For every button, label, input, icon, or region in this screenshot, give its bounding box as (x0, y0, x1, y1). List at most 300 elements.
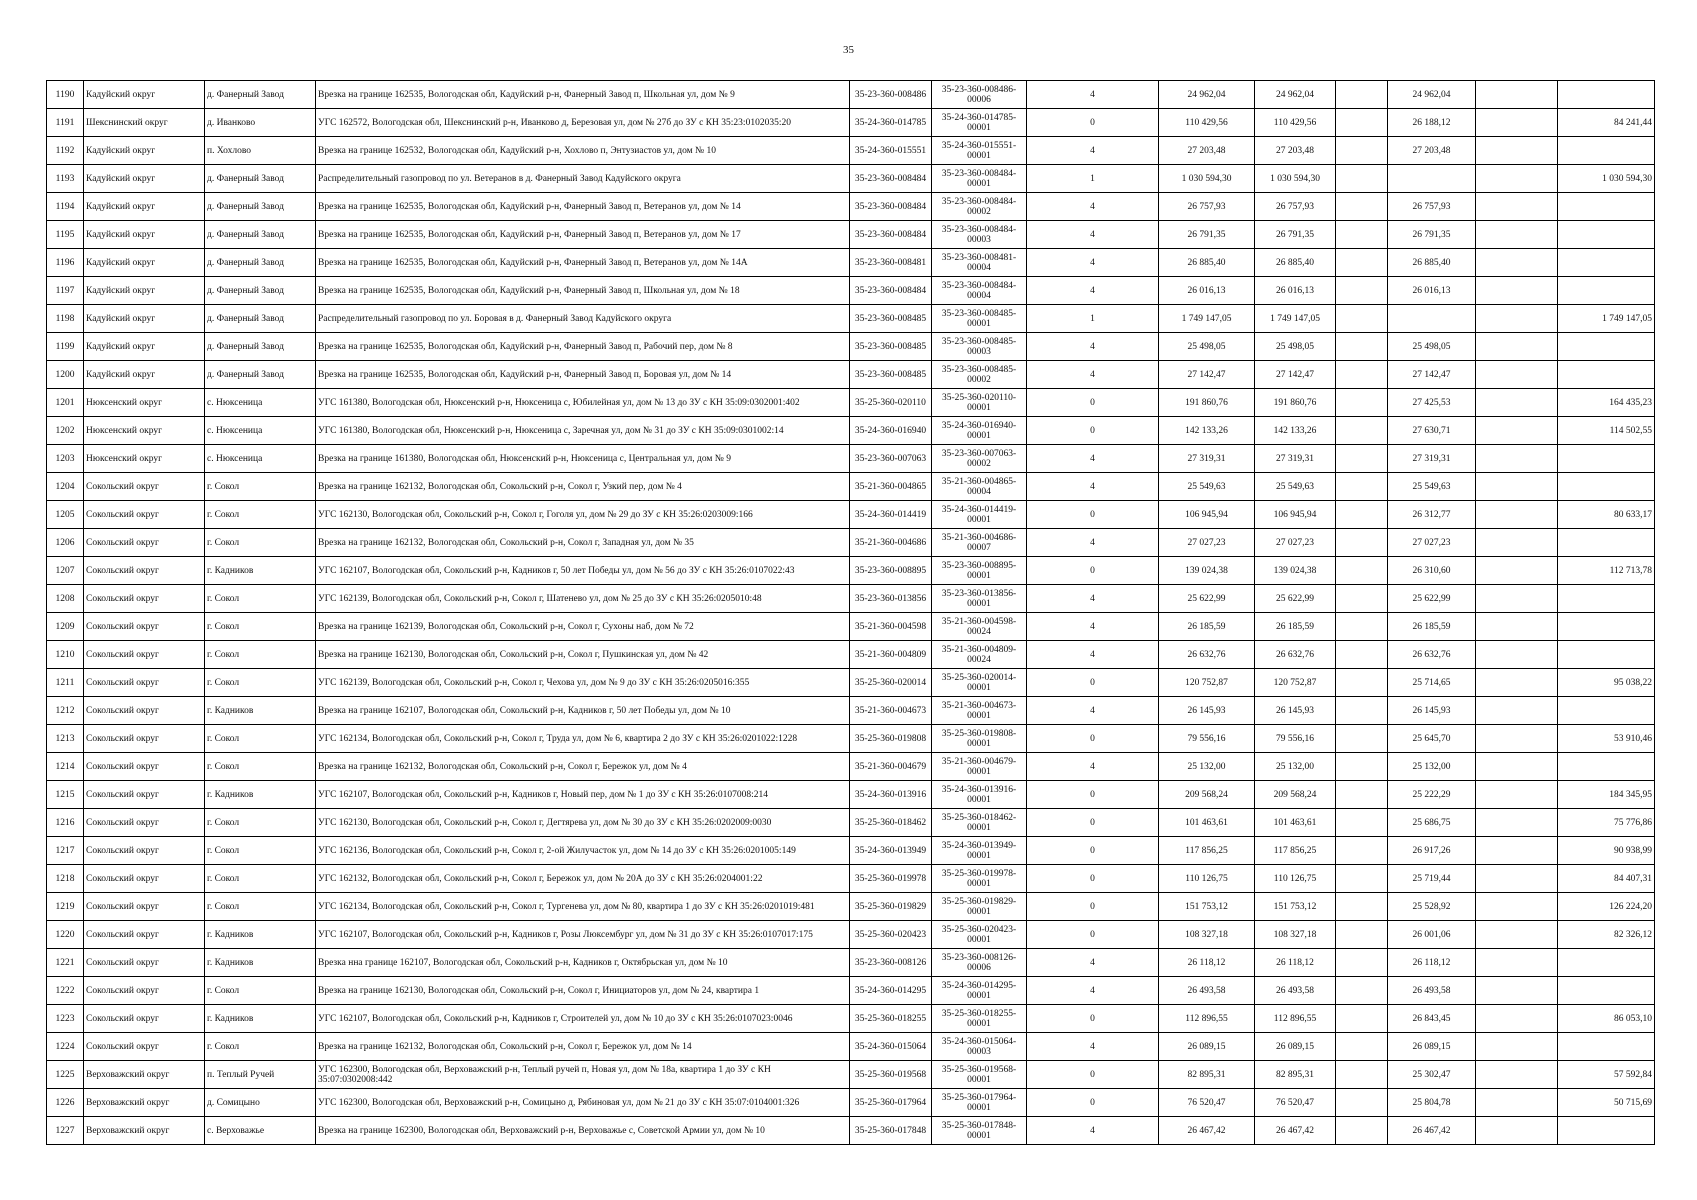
row-number: 1202 (47, 417, 84, 445)
connection-cost: 26 757,93 (1388, 193, 1476, 221)
remaining-cost (1558, 473, 1655, 501)
table-row (47, 669, 1655, 697)
cadastral-quarter: 35-24-360-015551 (850, 137, 932, 165)
total-cost-2: 26 016,13 (1255, 277, 1336, 305)
total-cost-2: 209 568,24 (1255, 781, 1336, 809)
empty-col-2 (1476, 753, 1558, 781)
empty-col (1336, 109, 1388, 137)
table-row (47, 1117, 1655, 1145)
object-code: 35-25-360-018462-00001 (932, 809, 1027, 837)
row-number: 1207 (47, 557, 84, 585)
connection-cost: 25 714,65 (1388, 669, 1476, 697)
settlement: г. Сокол (205, 977, 316, 1005)
remaining-cost (1558, 221, 1655, 249)
object-description: Распределительный газопровод по ул. Боровая в д. Фанерный Завод Кадуйского округа (316, 305, 850, 333)
object-description: Врезка на границе 162132, Вологодская обл, Сокольский р-н, Сокол г, Западная ул, дом № 35 (316, 529, 850, 557)
cadastral-quarter: 35-25-360-018462 (850, 809, 932, 837)
category: 4 (1027, 977, 1159, 1005)
total-cost-2: 110 429,56 (1255, 109, 1336, 137)
settlement: д. Фанерный Завод (205, 81, 316, 109)
table-row (47, 697, 1655, 725)
row-number: 1214 (47, 753, 84, 781)
category: 0 (1027, 557, 1159, 585)
remaining-cost (1558, 193, 1655, 221)
district: Сокольский округ (84, 1005, 205, 1033)
total-cost: 101 463,61 (1159, 809, 1255, 837)
object-code: 35-23-360-008485-00001 (932, 305, 1027, 333)
total-cost-2: 120 752,87 (1255, 669, 1336, 697)
object-code: 35-21-360-004686-00007 (932, 529, 1027, 557)
total-cost-2: 139 024,38 (1255, 557, 1336, 585)
district: Сокольский округ (84, 753, 205, 781)
row-number: 1197 (47, 277, 84, 305)
object-code: 35-23-360-008481-00004 (932, 249, 1027, 277)
empty-col (1336, 725, 1388, 753)
table-row (47, 221, 1655, 249)
cadastral-quarter: 35-23-360-008484 (850, 221, 932, 249)
remaining-cost: 82 326,12 (1558, 921, 1655, 949)
total-cost: 76 520,47 (1159, 1089, 1255, 1117)
object-code: 35-23-360-008484-00002 (932, 193, 1027, 221)
row-number: 1226 (47, 1089, 84, 1117)
remaining-cost (1558, 249, 1655, 277)
object-code: 35-23-360-008486-00006 (932, 81, 1027, 109)
connection-cost: 25 302,47 (1388, 1061, 1476, 1089)
connection-cost: 26 001,06 (1388, 921, 1476, 949)
object-description: УГС 162134, Вологодская обл, Сокольский р-н, Сокол г, Труда ул, дом № 6, квартира 2 до ЗУ с КН 35:26:0201022:1228 (316, 725, 850, 753)
empty-col-2 (1476, 417, 1558, 445)
empty-col-2 (1476, 501, 1558, 529)
empty-col-2 (1476, 921, 1558, 949)
empty-col (1336, 81, 1388, 109)
empty-col (1336, 501, 1388, 529)
category: 4 (1027, 193, 1159, 221)
object-description: Врезка на границе 162535, Вологодская обл, Кадуйский р-н, Фанерный Завод п, Ветеранов ул, дом № 14 (316, 193, 850, 221)
remaining-cost: 95 038,22 (1558, 669, 1655, 697)
category: 4 (1027, 473, 1159, 501)
category: 4 (1027, 529, 1159, 557)
settlement: д. Фанерный Завод (205, 333, 316, 361)
category: 4 (1027, 753, 1159, 781)
table-row (47, 1005, 1655, 1033)
remaining-cost (1558, 613, 1655, 641)
category: 0 (1027, 921, 1159, 949)
object-code: 35-24-360-014295-00001 (932, 977, 1027, 1005)
remaining-cost (1558, 1117, 1655, 1145)
total-cost-2: 26 185,59 (1255, 613, 1336, 641)
category: 0 (1027, 893, 1159, 921)
district: Сокольский округ (84, 669, 205, 697)
table-row (47, 893, 1655, 921)
total-cost: 106 945,94 (1159, 501, 1255, 529)
total-cost: 142 133,26 (1159, 417, 1255, 445)
empty-col-2 (1476, 81, 1558, 109)
total-cost: 26 632,76 (1159, 641, 1255, 669)
cadastral-quarter: 35-25-360-018255 (850, 1005, 932, 1033)
district: Сокольский округ (84, 613, 205, 641)
total-cost: 25 132,00 (1159, 753, 1255, 781)
cadastral-quarter: 35-24-360-013916 (850, 781, 932, 809)
object-description: УГС 162572, Вологодская обл, Шекснинский р-н, Иванково д, Березовая ул, дом № 27б до ЗУ с КН 35:23:0102035:20 (316, 109, 850, 137)
settlement: г. Сокол (205, 809, 316, 837)
settlement: д. Фанерный Завод (205, 305, 316, 333)
connection-cost (1388, 305, 1476, 333)
total-cost-2: 151 753,12 (1255, 893, 1336, 921)
empty-col-2 (1476, 361, 1558, 389)
table-row (47, 81, 1655, 109)
empty-col (1336, 865, 1388, 893)
total-cost-2: 76 520,47 (1255, 1089, 1336, 1117)
cadastral-quarter: 35-25-360-019829 (850, 893, 932, 921)
category: 0 (1027, 1005, 1159, 1033)
settlement: с. Верховажье (205, 1117, 316, 1145)
object-description: Врезка на границе 162132, Вологодская обл, Сокольский р-н, Сокол г, Бережок ул, дом № 4 (316, 753, 850, 781)
object-description: Врезка на границе 162132, Вологодская обл, Сокольский р-н, Сокол г, Бережок ул, дом № 14 (316, 1033, 850, 1061)
connection-cost: 26 312,77 (1388, 501, 1476, 529)
empty-col (1336, 389, 1388, 417)
settlement: г. Сокол (205, 529, 316, 557)
empty-col (1336, 361, 1388, 389)
remaining-cost: 80 633,17 (1558, 501, 1655, 529)
category: 4 (1027, 81, 1159, 109)
empty-col-2 (1476, 977, 1558, 1005)
district: Нюксенский округ (84, 445, 205, 473)
object-code: 35-25-360-019808-00001 (932, 725, 1027, 753)
category: 4 (1027, 249, 1159, 277)
total-cost: 117 856,25 (1159, 837, 1255, 865)
cadastral-quarter: 35-23-360-008485 (850, 333, 932, 361)
table-row (47, 417, 1655, 445)
table-row (47, 949, 1655, 977)
connection-cost: 25 549,63 (1388, 473, 1476, 501)
category: 4 (1027, 641, 1159, 669)
district: Сокольский округ (84, 865, 205, 893)
object-code: 35-24-360-014419-00001 (932, 501, 1027, 529)
empty-col-2 (1476, 249, 1558, 277)
total-cost-2: 25 622,99 (1255, 585, 1336, 613)
empty-col (1336, 809, 1388, 837)
total-cost: 27 319,31 (1159, 445, 1255, 473)
object-description: УГС 162107, Вологодская обл, Сокольский р-н, Кадников г, Розы Люксембург ул, дом № 31 до ЗУ с КН 35:26:0107017:175 (316, 921, 850, 949)
total-cost: 25 498,05 (1159, 333, 1255, 361)
settlement: п. Теплый Ручей (205, 1061, 316, 1089)
empty-col (1336, 1033, 1388, 1061)
district: Сокольский округ (84, 837, 205, 865)
settlement: г. Кадников (205, 781, 316, 809)
connection-cost: 25 645,70 (1388, 725, 1476, 753)
empty-col (1336, 165, 1388, 193)
object-code: 35-25-360-020014-00001 (932, 669, 1027, 697)
object-description: Распределительный газопровод по ул. Ветеранов в д. Фанерный Завод Кадуйского округа (316, 165, 850, 193)
connection-cost (1388, 165, 1476, 193)
connection-cost: 25 528,92 (1388, 893, 1476, 921)
object-code: 35-21-360-004673-00001 (932, 697, 1027, 725)
total-cost: 27 142,47 (1159, 361, 1255, 389)
object-description: УГС 162107, Вологодская обл, Сокольский р-н, Кадников г, 50 лет Победы ул, дом № 56 до ЗУ с КН 35:26:0107022:43 (316, 557, 850, 585)
table-row (47, 977, 1655, 1005)
cadastral-quarter: 35-23-360-007063 (850, 445, 932, 473)
total-cost: 27 027,23 (1159, 529, 1255, 557)
district: Сокольский округ (84, 473, 205, 501)
settlement: г. Сокол (205, 1033, 316, 1061)
empty-col-2 (1476, 333, 1558, 361)
row-number: 1193 (47, 165, 84, 193)
district: Верховажский округ (84, 1089, 205, 1117)
cadastral-quarter: 35-23-360-008484 (850, 165, 932, 193)
district: Кадуйский округ (84, 305, 205, 333)
remaining-cost (1558, 81, 1655, 109)
row-number: 1199 (47, 333, 84, 361)
object-description: УГС 162107, Вологодская обл, Сокольский р-н, Кадников г, Строителей ул, дом № 10 до ЗУ с КН 35:26:0107023:0046 (316, 1005, 850, 1033)
object-code: 35-21-360-004679-00001 (932, 753, 1027, 781)
total-cost: 26 185,59 (1159, 613, 1255, 641)
table-row (47, 613, 1655, 641)
cadastral-quarter: 35-21-360-004679 (850, 753, 932, 781)
object-code: 35-23-360-008126-00006 (932, 949, 1027, 977)
settlement: г. Сокол (205, 613, 316, 641)
category: 1 (1027, 305, 1159, 333)
object-code: 35-25-360-017964-00001 (932, 1089, 1027, 1117)
empty-col (1336, 921, 1388, 949)
remaining-cost: 86 053,10 (1558, 1005, 1655, 1033)
settlement: п. Хохлово (205, 137, 316, 165)
empty-col (1336, 473, 1388, 501)
connection-cost: 25 804,78 (1388, 1089, 1476, 1117)
district: Сокольский округ (84, 529, 205, 557)
total-cost-2: 27 027,23 (1255, 529, 1336, 557)
category: 4 (1027, 445, 1159, 473)
remaining-cost: 1 030 594,30 (1558, 165, 1655, 193)
settlement: г. Кадников (205, 921, 316, 949)
row-number: 1210 (47, 641, 84, 669)
settlement: г. Сокол (205, 473, 316, 501)
remaining-cost: 1 749 147,05 (1558, 305, 1655, 333)
cadastral-quarter: 35-21-360-004673 (850, 697, 932, 725)
district: Верховажский округ (84, 1061, 205, 1089)
remaining-cost (1558, 949, 1655, 977)
district: Сокольский округ (84, 921, 205, 949)
cadastral-quarter: 35-24-360-014295 (850, 977, 932, 1005)
total-cost: 26 467,42 (1159, 1117, 1255, 1145)
empty-col-2 (1476, 473, 1558, 501)
object-description: Врезка на границе 162535, Вологодская обл, Кадуйский р-н, Фанерный Завод п, Боровая ул, дом № 14 (316, 361, 850, 389)
row-number: 1220 (47, 921, 84, 949)
table-row (47, 333, 1655, 361)
empty-col-2 (1476, 1117, 1558, 1145)
settlement: г. Кадников (205, 949, 316, 977)
cadastral-quarter: 35-24-360-013949 (850, 837, 932, 865)
total-cost-2: 26 089,15 (1255, 1033, 1336, 1061)
total-cost-2: 101 463,61 (1255, 809, 1336, 837)
settlement: г. Сокол (205, 893, 316, 921)
category: 0 (1027, 389, 1159, 417)
category: 0 (1027, 501, 1159, 529)
connection-cost: 26 145,93 (1388, 697, 1476, 725)
object-description: Врезка на границе 162132, Вологодская обл, Сокольский р-н, Сокол г, Узкий пер, дом № 4 (316, 473, 850, 501)
category: 4 (1027, 1033, 1159, 1061)
remaining-cost (1558, 641, 1655, 669)
empty-col (1336, 277, 1388, 305)
table-row (47, 781, 1655, 809)
table-row (47, 1089, 1655, 1117)
settlement: г. Сокол (205, 725, 316, 753)
row-number: 1204 (47, 473, 84, 501)
empty-col-2 (1476, 389, 1558, 417)
district: Верховажский округ (84, 1117, 205, 1145)
connection-cost: 26 118,12 (1388, 949, 1476, 977)
settlement: с. Нюксеница (205, 389, 316, 417)
category: 0 (1027, 1061, 1159, 1089)
empty-col (1336, 333, 1388, 361)
total-cost: 26 118,12 (1159, 949, 1255, 977)
table-row (47, 165, 1655, 193)
total-cost-2: 82 895,31 (1255, 1061, 1336, 1089)
object-code: 35-21-360-004598-00024 (932, 613, 1027, 641)
empty-col-2 (1476, 585, 1558, 613)
settlement: д. Фанерный Завод (205, 193, 316, 221)
total-cost-2: 27 319,31 (1255, 445, 1336, 473)
district: Сокольский округ (84, 781, 205, 809)
settlement: д. Иванково (205, 109, 316, 137)
total-cost-2: 110 126,75 (1255, 865, 1336, 893)
register-rows (47, 81, 1655, 1145)
object-description: УГС 162300, Вологодская обл, Верховажский р-н, Теплый ручей п, Новая ул, дом № 18а, квартира 1 до ЗУ с КН 35:07:0302008:442 (316, 1061, 850, 1089)
empty-col-2 (1476, 949, 1558, 977)
district: Кадуйский округ (84, 165, 205, 193)
object-description: Врезка на границе 162535, Вологодская обл, Кадуйский р-н, Фанерный Завод п, Рабочий пер, дом № 8 (316, 333, 850, 361)
object-code: 35-24-360-015551-00001 (932, 137, 1027, 165)
cadastral-quarter: 35-21-360-004598 (850, 613, 932, 641)
total-cost: 26 885,40 (1159, 249, 1255, 277)
remaining-cost: 75 776,86 (1558, 809, 1655, 837)
object-description: Врезка на границе 162130, Вологодская обл, Сокольский р-н, Сокол г, Пушкинская ул, дом № 42 (316, 641, 850, 669)
connection-cost: 24 962,04 (1388, 81, 1476, 109)
row-number: 1213 (47, 725, 84, 753)
category: 4 (1027, 333, 1159, 361)
settlement: д. Фанерный Завод (205, 249, 316, 277)
total-cost: 1 749 147,05 (1159, 305, 1255, 333)
empty-col-2 (1476, 1033, 1558, 1061)
object-description: УГС 162107, Вологодская обл, Сокольский р-н, Кадников г, Новый пер, дом № 1 до ЗУ с КН 35:26:0107008:214 (316, 781, 850, 809)
remaining-cost (1558, 977, 1655, 1005)
total-cost-2: 24 962,04 (1255, 81, 1336, 109)
settlement: г. Кадников (205, 697, 316, 725)
object-description: Врезка на границе 162107, Вологодская обл, Сокольский р-н, Кадников г, 50 лет Победы ул, дом № 10 (316, 697, 850, 725)
empty-col (1336, 1061, 1388, 1089)
category: 0 (1027, 865, 1159, 893)
empty-col-2 (1476, 221, 1558, 249)
connection-cost: 26 493,58 (1388, 977, 1476, 1005)
total-cost: 24 962,04 (1159, 81, 1255, 109)
district: Сокольский округ (84, 977, 205, 1005)
empty-col (1336, 669, 1388, 697)
total-cost-2: 26 632,76 (1255, 641, 1336, 669)
object-code: 35-25-360-020423-00001 (932, 921, 1027, 949)
empty-col (1336, 529, 1388, 557)
row-number: 1191 (47, 109, 84, 137)
empty-col (1336, 753, 1388, 781)
cadastral-quarter: 35-24-360-016940 (850, 417, 932, 445)
empty-col-2 (1476, 1089, 1558, 1117)
object-code: 35-23-360-008895-00001 (932, 557, 1027, 585)
table-row (47, 473, 1655, 501)
remaining-cost: 184 345,95 (1558, 781, 1655, 809)
table-row (47, 445, 1655, 473)
empty-col (1336, 193, 1388, 221)
category: 4 (1027, 613, 1159, 641)
remaining-cost: 126 224,20 (1558, 893, 1655, 921)
empty-col (1336, 557, 1388, 585)
connection-cost: 25 719,44 (1388, 865, 1476, 893)
cadastral-quarter: 35-25-360-020110 (850, 389, 932, 417)
total-cost: 191 860,76 (1159, 389, 1255, 417)
remaining-cost: 84 407,31 (1558, 865, 1655, 893)
district: Нюксенский округ (84, 389, 205, 417)
total-cost: 26 757,93 (1159, 193, 1255, 221)
cadastral-quarter: 35-23-360-008484 (850, 193, 932, 221)
total-cost-2: 25 498,05 (1255, 333, 1336, 361)
total-cost-2: 26 791,35 (1255, 221, 1336, 249)
empty-col-2 (1476, 1061, 1558, 1089)
total-cost: 25 549,63 (1159, 473, 1255, 501)
empty-col (1336, 893, 1388, 921)
total-cost: 151 753,12 (1159, 893, 1255, 921)
cadastral-quarter: 35-25-360-019808 (850, 725, 932, 753)
connection-cost: 27 630,71 (1388, 417, 1476, 445)
remaining-cost: 112 713,78 (1558, 557, 1655, 585)
connection-cost: 27 425,53 (1388, 389, 1476, 417)
district: Кадуйский округ (84, 249, 205, 277)
total-cost: 110 126,75 (1159, 865, 1255, 893)
empty-col (1336, 1117, 1388, 1145)
object-description: Врезка на границе 162300, Вологодская обл, Верховажский р-н, Верховажье с, Советской Армии ул, дом № 10 (316, 1117, 850, 1145)
district: Кадуйский округ (84, 193, 205, 221)
cadastral-quarter: 35-24-360-014419 (850, 501, 932, 529)
remaining-cost (1558, 137, 1655, 165)
district: Сокольский округ (84, 949, 205, 977)
remaining-cost (1558, 585, 1655, 613)
object-code: 35-25-360-019829-00001 (932, 893, 1027, 921)
total-cost: 82 895,31 (1159, 1061, 1255, 1089)
district: Шекснинский округ (84, 109, 205, 137)
table-row (47, 753, 1655, 781)
cadastral-quarter: 35-23-360-008484 (850, 277, 932, 305)
district: Сокольский округ (84, 809, 205, 837)
connection-cost: 26 089,15 (1388, 1033, 1476, 1061)
total-cost-2: 25 132,00 (1255, 753, 1336, 781)
object-code: 35-23-360-008484-00003 (932, 221, 1027, 249)
settlement: д. Сомицыно (205, 1089, 316, 1117)
table-row (47, 109, 1655, 137)
remaining-cost (1558, 333, 1655, 361)
remaining-cost (1558, 529, 1655, 557)
category: 0 (1027, 781, 1159, 809)
object-code: 35-25-360-019568-00001 (932, 1061, 1027, 1089)
object-code: 35-23-360-008485-00003 (932, 333, 1027, 361)
cadastral-quarter: 35-21-360-004809 (850, 641, 932, 669)
row-number: 1195 (47, 221, 84, 249)
object-code: 35-24-360-013916-00001 (932, 781, 1027, 809)
total-cost-2: 25 549,63 (1255, 473, 1336, 501)
row-number: 1221 (47, 949, 84, 977)
empty-col-2 (1476, 865, 1558, 893)
table-row (47, 641, 1655, 669)
connection-cost: 27 203,48 (1388, 137, 1476, 165)
total-cost: 110 429,56 (1159, 109, 1255, 137)
settlement: г. Сокол (205, 753, 316, 781)
row-number: 1198 (47, 305, 84, 333)
object-description: Врезка на границе 161380, Вологодская обл, Нюксенский р-н, Нюксеница с, Центральная ул, дом № 9 (316, 445, 850, 473)
